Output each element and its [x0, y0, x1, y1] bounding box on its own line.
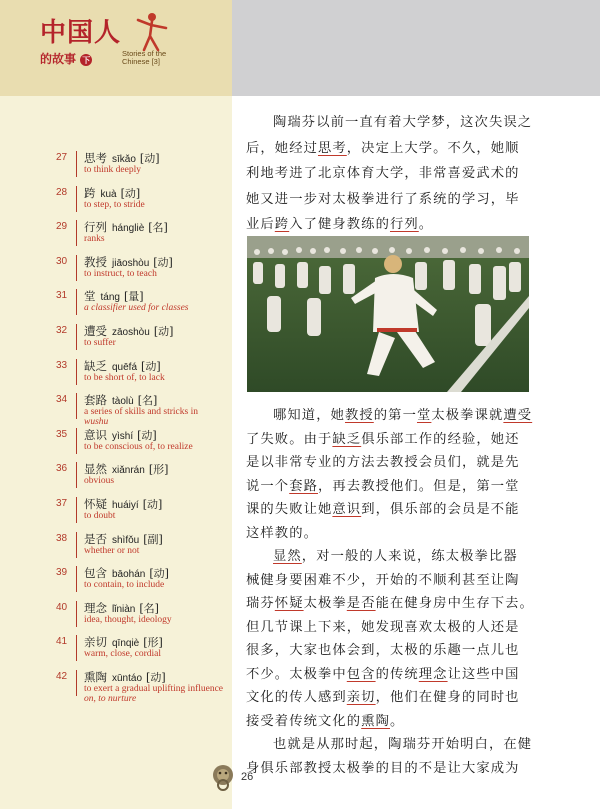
text-run: 能在健身房中生存下去。: [375, 596, 534, 611]
vocab-gloss-line: to be short of, to lack: [84, 372, 165, 383]
vocab-pinyin: sīkǎo: [112, 154, 136, 165]
vocab-divider: [76, 151, 77, 177]
vocab-gloss-line: to doubt: [84, 511, 116, 521]
glossed-term: 亲切: [346, 690, 376, 705]
vocab-number: 33: [56, 359, 68, 371]
taichi-figure-icon: [132, 10, 172, 54]
text-run: 俱乐部工作的经验，她还: [361, 431, 520, 447]
vocab-pinyin: tàolù: [112, 396, 134, 408]
text-run: 入了健身教练的: [289, 217, 390, 233]
vocab-number: 40: [56, 601, 68, 613]
glossed-term: 套路: [289, 478, 318, 494]
vocab-number: 27: [56, 152, 68, 163]
vocab-pinyin: quēfá: [112, 361, 138, 373]
vocab-number: 39: [56, 567, 68, 579]
vocab-pinyin: táng: [100, 292, 120, 304]
vocab-gloss-line: to suffer: [84, 338, 116, 348]
vocab-pinyin: xiǎnrán: [112, 465, 145, 477]
logo-subtitle: 的故事 下: [40, 52, 91, 66]
text-line: [246, 451, 520, 470]
vocab-gloss-line: whether or not: [84, 545, 140, 556]
vocab-number: 35: [56, 428, 68, 440]
glossed-term: 怀疑: [274, 596, 304, 611]
vocab-gloss: [84, 165, 234, 175]
text-run: 的传统: [375, 666, 419, 682]
header-band: [232, 0, 600, 96]
vocab-part-of-speech: [形]: [143, 636, 163, 650]
vocab-pinyin: jiāoshòu: [112, 257, 150, 269]
text-run: 这样教的。: [246, 525, 318, 541]
vocab-word: 跨: [84, 185, 96, 200]
text-run: ，再去教授他们。但是，第一堂: [318, 478, 520, 494]
vocab-headword: [84, 323, 173, 339]
vocab-part-of-speech: [动]: [149, 567, 169, 581]
vocab-number: 34: [56, 394, 68, 406]
volume-badge: 下: [82, 54, 91, 65]
text-line: [246, 137, 520, 156]
text-run: 利地考进了北京体育大学，非常喜爱武术的: [246, 166, 520, 182]
text-run: 但几节课上下来，她发现喜欢太极的人还是: [246, 619, 520, 635]
vocab-part-of-speech: [动]: [153, 325, 174, 338]
vocab-word: 缺乏: [84, 358, 107, 373]
vocab-part-of-speech: [动]: [142, 498, 163, 511]
vocab-number: 37: [56, 498, 68, 509]
vocab-gloss: [84, 649, 234, 659]
vocab-divider: [76, 186, 77, 212]
text-line: [273, 111, 532, 130]
vocab-headword: [84, 496, 162, 512]
vocab-pinyin: zāoshòu: [112, 327, 150, 338]
vocab-headword: [84, 150, 160, 166]
vocab-headword: [84, 531, 163, 547]
taichi-class-photo: [247, 236, 529, 392]
text-run: 瑞芬: [246, 596, 275, 611]
vocab-divider: [76, 566, 77, 592]
vocab-headword: [84, 461, 168, 477]
vocab-pinyin: xūntáo: [112, 673, 143, 684]
text-line: [246, 569, 520, 588]
text-run: 械健身要困难不少，开始的不顺利甚至让陶: [246, 572, 520, 588]
vocab-part-of-speech: [动]: [153, 255, 173, 269]
vocab-gloss: [84, 476, 234, 486]
vocab-gloss: [84, 373, 234, 383]
glossed-term: 理念: [418, 666, 448, 682]
vocab-gloss: [84, 442, 234, 452]
vocab-headword: [84, 219, 168, 235]
vocab-pinyin: yìshí: [112, 430, 134, 442]
vocab-gloss-line: on, to nurture: [84, 694, 137, 704]
vocab-word: 理念: [84, 600, 107, 615]
vocab-number: 38: [56, 532, 68, 544]
vocab-divider: [76, 532, 77, 558]
vocab-gloss-line: to step, to stride: [84, 199, 145, 210]
vocab-word: 怀疑: [84, 497, 107, 511]
text-run: ，决定上大学。不久，她顺: [346, 140, 520, 156]
vocab-gloss-line: a series of skills and stricks in: [84, 407, 198, 418]
text-run: 的第一: [373, 408, 417, 423]
vocab-word: 思考: [84, 151, 107, 165]
vocab-pinyin: kuà: [100, 188, 117, 200]
vocab-gloss: [84, 684, 234, 704]
text-run: 太极拳课就: [431, 408, 504, 423]
glossed-term: 教授: [344, 408, 374, 423]
vocab-part-of-speech: [量]: [123, 290, 144, 304]
vocab-word: 堂: [84, 289, 96, 304]
text-run: 了失败。由于: [246, 431, 333, 447]
text-line: [246, 498, 520, 517]
text-line: [246, 162, 520, 181]
glossed-term: 包含: [346, 666, 376, 682]
vocab-part-of-speech: [名]: [139, 601, 159, 615]
vocab-pinyin: shìfǒu: [112, 534, 140, 546]
text-run: 课的失败让她: [246, 502, 333, 517]
text-run: 很多，大家也体会到，太极的乐趣一点儿也: [246, 643, 520, 658]
vocab-word: 熏陶: [84, 670, 107, 684]
vocab-gloss: [84, 407, 234, 427]
logo-title: 中国人: [40, 18, 122, 48]
vocab-divider: [76, 601, 77, 627]
text-line: [246, 522, 318, 541]
vocab-gloss: [84, 615, 234, 625]
vocab-divider: [76, 289, 77, 315]
vocab-part-of-speech: [形]: [148, 463, 169, 477]
text-line: [246, 639, 520, 658]
text-run: 她又进一步对太极拳进行了系统的学习，毕: [246, 191, 520, 207]
glossed-term: 意识: [332, 502, 362, 517]
vocab-part-of-speech: [动]: [146, 671, 166, 684]
vocab-gloss: [84, 580, 234, 590]
vocab-word: 意识: [84, 427, 107, 442]
vocab-gloss-line: obvious: [84, 476, 115, 487]
vocab-part-of-speech: [名]: [137, 394, 158, 408]
vocab-number: 28: [56, 186, 68, 198]
vocab-gloss-line: to contain, to include: [84, 580, 165, 591]
text-run: ，对一般的人来说，练太极拳比器: [301, 549, 518, 564]
vocab-part-of-speech: [动]: [139, 152, 160, 165]
vocab-part-of-speech: [动]: [141, 359, 161, 373]
text-line: [246, 213, 433, 232]
vocab-word: 套路: [84, 393, 107, 408]
text-run: 说一个: [246, 478, 290, 494]
vocab-gloss: [84, 546, 234, 556]
vocab-gloss: [84, 511, 234, 521]
vocab-divider: [76, 393, 77, 419]
text-run: 文化的传人感到: [246, 690, 347, 705]
vocab-gloss-line: idea, thought, ideology: [84, 614, 172, 625]
vocab-part-of-speech: [动]: [137, 428, 157, 442]
vocab-part-of-speech: [动]: [120, 186, 141, 200]
glossed-term: 是否: [346, 596, 376, 611]
lion-door-knocker-icon: [208, 762, 238, 792]
text-line: [246, 188, 520, 207]
vocab-word: 亲切: [84, 635, 107, 650]
vocab-part-of-speech: [副]: [143, 532, 163, 546]
vocab-gloss-line: to exert a gradual uplifting influence: [84, 684, 224, 694]
text-run: 接受着传统文化的: [246, 713, 362, 729]
book-logo: [14, 10, 224, 80]
vocab-headword: [84, 634, 163, 650]
text-run: 是以非常专业的方法去教授会员们，就是先: [246, 455, 520, 470]
vocab-headword: [84, 669, 166, 685]
glossed-term: 缺乏: [332, 431, 362, 447]
vocab-gloss-line: wushu: [84, 417, 109, 428]
vocab-gloss: [84, 200, 234, 210]
text-run: 不少。太极拳中: [246, 666, 347, 682]
vocab-divider: [76, 497, 77, 523]
vocab-gloss-line: warm, close, cordial: [84, 649, 162, 660]
vocab-number: 42: [56, 671, 68, 682]
text-line: [273, 545, 518, 564]
text-run: 业后: [246, 217, 275, 233]
glossed-term: 思考: [317, 140, 347, 156]
glossed-term: 跨: [274, 217, 290, 233]
vocab-word: 是否: [84, 531, 107, 546]
text-run: 后，她经过: [246, 140, 318, 156]
text-line: [273, 733, 532, 752]
vocab-word: 遭受: [84, 324, 107, 338]
glossed-term: 显然: [273, 549, 302, 564]
text-line: [246, 710, 404, 729]
text-run: 。: [418, 217, 434, 233]
text-run: 。: [389, 713, 405, 729]
text-run: 哪知道，她: [273, 408, 345, 423]
vocab-gloss-line: ranks: [84, 234, 105, 245]
vocab-divider: [76, 359, 77, 385]
vocab-headword: [84, 392, 157, 408]
vocab-word: 行列: [84, 220, 107, 235]
vocab-number: 41: [56, 636, 68, 648]
vocab-divider: [76, 635, 77, 661]
glossed-term: 遭受: [503, 408, 533, 423]
text-line: [246, 616, 520, 635]
vocab-word: 显然: [84, 462, 107, 477]
text-run: 让这些中国: [447, 666, 520, 682]
text-line: [246, 686, 520, 705]
text-line: [246, 592, 534, 611]
vocab-number: 30: [56, 255, 68, 267]
vocab-pinyin: lǐniàn: [112, 603, 136, 615]
vocab-gloss: [84, 303, 234, 313]
glossed-term: 行列: [389, 217, 419, 233]
text-line: [273, 404, 532, 423]
vocab-divider: [76, 428, 77, 454]
glossed-term: 熏陶: [361, 713, 390, 729]
vocab-divider: [76, 220, 77, 246]
vocab-pinyin: huáiyí: [112, 500, 139, 511]
vocab-gloss: [84, 338, 234, 348]
logo-english: Stories of the Chinese [3]: [122, 49, 167, 66]
vocab-gloss-line: to instruct, to teach: [84, 268, 157, 279]
vocab-divider: [76, 255, 77, 281]
text-line: [246, 475, 520, 494]
vocab-headword: [84, 427, 157, 443]
vocab-headword: [84, 288, 144, 304]
vocab-number: 29: [56, 221, 68, 233]
text-run: 陶瑞芬以前一直有着大学梦，这次失误之: [273, 115, 533, 130]
vocab-number: 36: [56, 463, 68, 475]
vocab-headword: [84, 185, 140, 201]
vocab-pinyin: bāohán: [112, 569, 146, 581]
vocab-gloss-line: a classifier used for classes: [84, 303, 189, 314]
vocab-gloss: [84, 269, 234, 279]
text-run: 也就是从那时起，陶瑞芬开始明白，在健: [273, 737, 533, 752]
vocab-divider: [76, 324, 77, 350]
vocab-headword: [84, 600, 159, 616]
text-line: [246, 663, 520, 682]
vocab-divider: [76, 462, 77, 488]
text-run: 到，俱乐部的会员是不能: [361, 502, 520, 517]
page-number: 26: [241, 771, 254, 783]
vocab-word: 包含: [84, 566, 107, 581]
vocab-gloss-line: to think deeply: [84, 165, 141, 175]
vocab-number: 31: [56, 290, 68, 302]
vocab-part-of-speech: [名]: [148, 221, 168, 235]
text-line: [246, 757, 520, 776]
vocab-gloss-line: to be conscious of, to realize: [84, 441, 193, 452]
vocab-gloss: [84, 234, 234, 244]
text-run: 身俱乐部教授太极拳的目的不是让大家成为: [246, 760, 520, 776]
glossed-term: 堂: [416, 408, 432, 423]
vocab-headword: [84, 565, 169, 581]
vocab-pinyin: qīnqiè: [112, 638, 140, 650]
vocab-pinyin: hángliè: [112, 223, 145, 235]
vocab-headword: [84, 358, 161, 374]
vocab-divider: [76, 670, 77, 696]
text-line: [246, 428, 520, 447]
text-run: 太极拳: [303, 596, 347, 611]
vocab-headword: [84, 254, 173, 270]
vocab-word: 教授: [84, 254, 107, 269]
vocab-number: 32: [56, 325, 68, 336]
text-run: ，他们在健身的同时也: [375, 690, 520, 705]
